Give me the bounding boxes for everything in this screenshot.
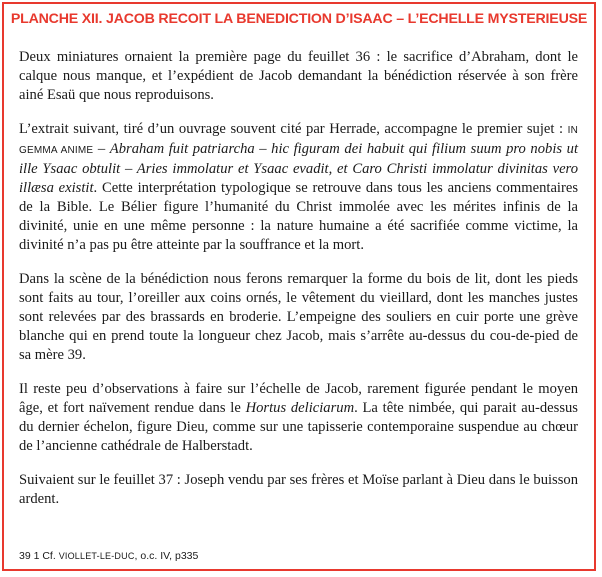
page-title: PLANCHE XII. JACOB RECOIT LA BENEDICTION D’ISAAC – L’ECHELLE MYSTERIEUSE xyxy=(10,11,588,27)
document-body xyxy=(19,48,578,524)
footnote-ref: 39 1 Cf. xyxy=(19,550,59,562)
hortus-title: Hortus deliciarum xyxy=(245,400,355,416)
footnote xyxy=(19,550,198,562)
paragraph-4 xyxy=(19,380,578,456)
source-dash: – xyxy=(93,141,110,157)
footnote-author: VIOLLET-LE-DUC xyxy=(58,551,135,561)
latin-quote: Abraham fuit patriarcha – hic figuram dei habuit qui filium suum pro nobis ut ille Ysaac obtulit – Aries immolatur et Ysaac evadit, et Caro Christi immolatur divinitas vero illæsa existit xyxy=(19,141,579,196)
source-title: IN GEMMA ANIME xyxy=(19,125,578,156)
paragraph-5: Suivaient sur le feuillet 37 : Joseph vendu par ses frères et Moïse parlant à Dieu dans le buisson ardent. xyxy=(19,472,578,507)
paragraph-2 xyxy=(19,120,578,255)
paragraph-1: Deux miniatures ornaient la première page du feuillet 36 : le sacrifice d’Abraham, dont le calque nous manque, et l’expédient de Jacob demandant la bénédiction réservée à son frère ainé Esaü que nous reproduisons. xyxy=(19,49,578,103)
footnote-rest: , o.c. IV, p335 xyxy=(134,550,199,562)
paragraph-4-before: Il reste peu d’observations à faire sur l’échelle de Jacob, rarement figurée pendant le moyen âge, et fort naïvement rendue dans le xyxy=(19,381,578,416)
paragraph-3: Dans la scène de la bénédiction nous ferons remarquer la forme du bois de lit, dont les pieds sont faits au tour, l’oreiller aux coins ornés, le vêtement du vieillard, dont les manches justes sont relevées par des brassards en broderie. L’empeigne des souliers en cuir porte une grève blanche qui en prend toute la longueur chez Jacob, mais s’arrête au-dessus du cou-de-pied de sa mère 39. xyxy=(19,271,578,363)
paragraph-2-rest: . Cette interprétation typologique se retrouve dans tous les anciens commentaires de la Bible. Le Bélier figure l’humanité du Christ immolée avec les mérites infinis de la divinité, unie en une même personne : la nature humaine a été sacrifiée comme victime, la divinité n’a pas pu être atteinte par la souffrance et la mort. xyxy=(19,180,578,253)
page-frame xyxy=(2,2,596,571)
paragraph-4-after: . La tête nimbée, qui parait au-dessus du dernier échelon, figure Dieu, comme sur une tapisserie contemporaine suspendue au chœur de l’ancienne cathédrale de Halberstadt. xyxy=(19,400,578,454)
paragraph-2-intro: L’extrait suivant, tiré d’un ouvrage souvent cité par Herrade, accompagne le premier sujet : xyxy=(19,121,568,137)
